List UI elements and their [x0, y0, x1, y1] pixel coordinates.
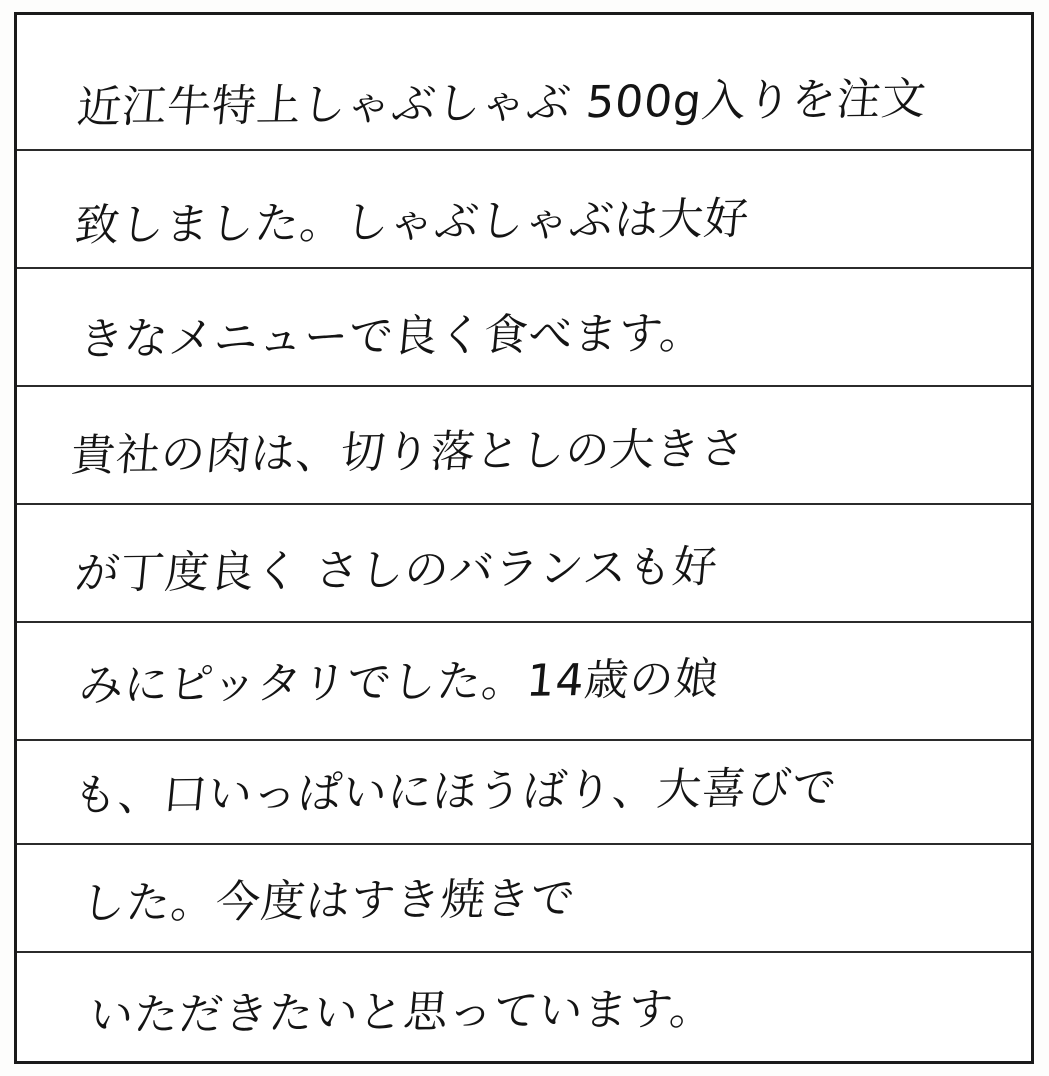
handwritten-line-6: [17, 653, 1049, 712]
handwritten-line-8-text: した。今度はすき焼きで: [78, 873, 578, 930]
handwritten-line-3: [17, 307, 1049, 366]
handwritten-line-2-text: 致しました。しゃぶしゃぶは大好: [72, 193, 752, 252]
handwritten-text-block: [17, 15, 1031, 1061]
handwritten-line-9-text: いただきたいと思っています。: [86, 983, 718, 1042]
handwritten-line-9: [17, 983, 1049, 1042]
handwritten-line-3-text: きなメニューで良く食べます。: [76, 307, 708, 366]
handwritten-line-4-text: 貴社の肉は、切り落としの大きさ: [68, 423, 748, 482]
handwritten-line-7: [17, 762, 1049, 822]
handwritten-line-5-text: が丁度良く さしのバランスも好: [72, 541, 721, 600]
handwritten-line-1: [17, 73, 1049, 134]
handwritten-line-5: [17, 541, 1049, 600]
handwritten-line-1-text: 近江牛特上しゃぶしゃぶ 500g入りを注文: [74, 73, 929, 134]
handwritten-line-4: [17, 423, 1049, 482]
handwritten-line-7-text: も、口いっぱいにほうばり、大喜びで: [70, 762, 840, 822]
handwritten-line-2: [17, 193, 1049, 252]
handwritten-line-6-text: みにピッタリでした。14歳の娘: [76, 653, 722, 712]
handwritten-line-8: [17, 872, 1049, 930]
